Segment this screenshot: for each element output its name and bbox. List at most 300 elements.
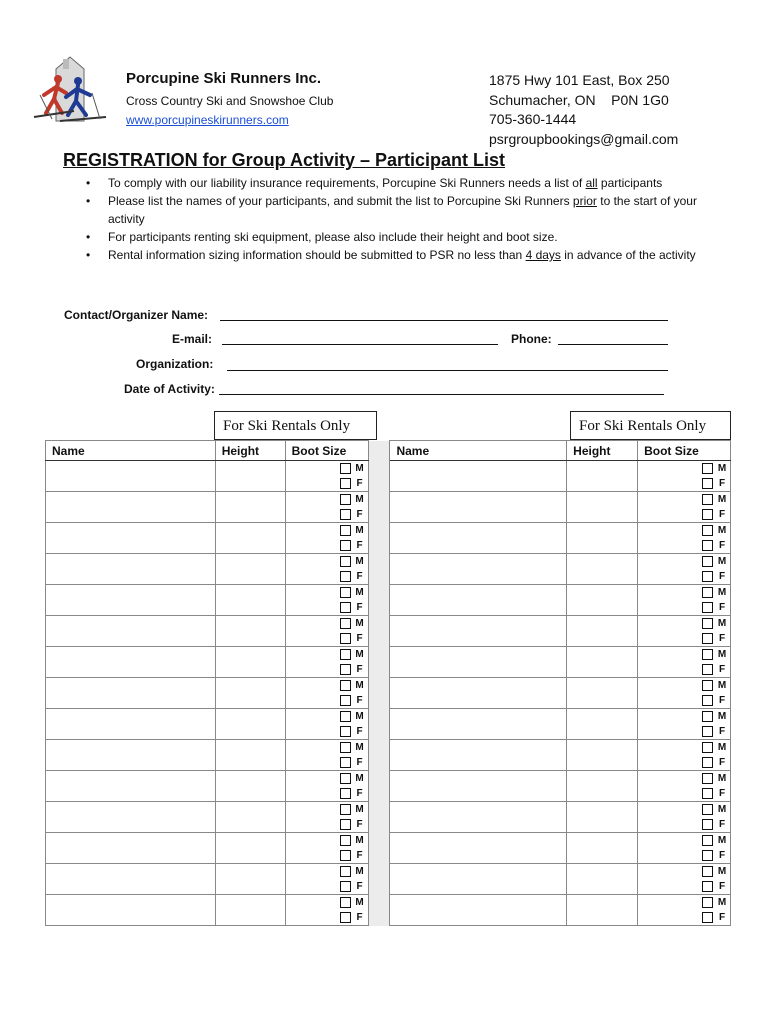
female-option xyxy=(286,507,368,522)
participant-height-cell[interactable] xyxy=(215,616,285,647)
female-option xyxy=(638,786,730,801)
email-field[interactable] xyxy=(222,344,498,345)
boot-size-cell xyxy=(638,833,731,864)
participant-height-cell[interactable] xyxy=(215,833,285,864)
male-checkbox[interactable] xyxy=(340,649,351,660)
female-checkbox[interactable] xyxy=(340,788,351,799)
male-label: M xyxy=(717,773,727,784)
male-label: M xyxy=(717,711,727,722)
instruction-item: • To comply with our liability insurance requirements, Porcupine Ski Runners needs a list of all participants xyxy=(86,176,663,190)
participant-name-cell[interactable] xyxy=(46,647,216,678)
male-checkbox[interactable] xyxy=(702,742,713,753)
male-label: M xyxy=(355,773,364,784)
participant-name-cell[interactable] xyxy=(46,802,216,833)
female-label: F xyxy=(356,664,363,675)
male-checkbox[interactable] xyxy=(340,680,351,691)
boot-size-cell xyxy=(285,709,368,740)
table-row xyxy=(46,585,731,616)
boot-size-cell xyxy=(638,461,731,492)
female-checkbox[interactable] xyxy=(702,695,713,706)
boot-size-cell xyxy=(638,616,731,647)
male-label: M xyxy=(717,649,727,660)
participant-height-cell[interactable] xyxy=(567,554,638,585)
male-label: M xyxy=(355,742,364,753)
participant-height-cell[interactable] xyxy=(215,523,285,554)
male-label: M xyxy=(355,618,364,629)
participant-name-cell[interactable] xyxy=(46,895,216,926)
participant-name-cell[interactable] xyxy=(390,461,567,492)
column-gap xyxy=(368,492,390,523)
female-option xyxy=(638,879,730,894)
male-option xyxy=(638,616,730,631)
male-checkbox[interactable] xyxy=(340,742,351,753)
participant-height-cell[interactable] xyxy=(215,554,285,585)
height-column-header: Height xyxy=(215,441,285,461)
male-checkbox[interactable] xyxy=(340,866,351,877)
female-option xyxy=(638,910,730,925)
female-option xyxy=(286,724,368,739)
male-checkbox[interactable] xyxy=(702,711,713,722)
participant-name-cell[interactable] xyxy=(390,678,567,709)
female-option xyxy=(286,631,368,646)
contact-label: Contact/Organizer Name: xyxy=(64,308,209,322)
page-title: REGISTRATION for Group Activity – Participant List xyxy=(63,150,506,170)
male-label: M xyxy=(717,742,727,753)
male-label: M xyxy=(717,587,727,598)
female-checkbox[interactable] xyxy=(340,571,351,582)
participant-name-cell[interactable] xyxy=(390,771,567,802)
website-link[interactable]: www.porcupineskirunners.com xyxy=(126,113,289,127)
male-option xyxy=(638,802,730,817)
email-address[interactable]: psrgroupbookings@gmail.com xyxy=(489,130,679,147)
column-gap xyxy=(368,895,390,926)
male-option xyxy=(638,771,730,786)
female-option xyxy=(638,662,730,677)
participant-height-cell[interactable] xyxy=(567,740,638,771)
female-checkbox[interactable] xyxy=(340,478,351,489)
female-checkbox[interactable] xyxy=(702,726,713,737)
male-label: M xyxy=(717,494,727,505)
org-subtitle: Cross Country Ski and Snowshoe Club xyxy=(126,94,334,108)
address-line-1: 1875 Hwy 101 East, Box 250 xyxy=(489,72,670,88)
participant-height-cell[interactable] xyxy=(215,864,285,895)
female-checkbox[interactable] xyxy=(702,540,713,551)
male-option xyxy=(286,461,368,476)
column-gap xyxy=(368,709,390,740)
table-row xyxy=(46,492,731,523)
female-checkbox[interactable] xyxy=(702,478,713,489)
female-label: F xyxy=(718,850,726,861)
female-label: F xyxy=(356,602,363,613)
participant-height-cell[interactable] xyxy=(567,709,638,740)
participant-name-cell[interactable] xyxy=(390,802,567,833)
female-label: F xyxy=(718,819,726,830)
table-row xyxy=(46,740,731,771)
column-gap xyxy=(368,616,390,647)
rentals-label-right: For Ski Rentals Only xyxy=(570,411,731,440)
female-option xyxy=(638,848,730,863)
female-option xyxy=(286,569,368,584)
female-checkbox[interactable] xyxy=(702,788,713,799)
participant-height-cell[interactable] xyxy=(215,740,285,771)
date-field[interactable] xyxy=(219,394,664,395)
male-checkbox[interactable] xyxy=(702,866,713,877)
participant-name-cell[interactable] xyxy=(46,709,216,740)
boot-size-cell xyxy=(285,554,368,585)
male-checkbox[interactable] xyxy=(702,897,713,908)
female-option xyxy=(286,755,368,770)
boot-size-cell xyxy=(285,461,368,492)
column-gap xyxy=(368,585,390,616)
female-option xyxy=(638,538,730,553)
male-label: M xyxy=(355,866,364,877)
male-option xyxy=(286,585,368,600)
female-option xyxy=(638,631,730,646)
phone-label: Phone: xyxy=(511,332,552,346)
female-checkbox[interactable] xyxy=(340,819,351,830)
participant-name-cell[interactable] xyxy=(390,709,567,740)
participant-name-cell[interactable] xyxy=(390,895,567,926)
table-row xyxy=(46,523,731,554)
participant-height-cell[interactable] xyxy=(215,678,285,709)
male-checkbox[interactable] xyxy=(702,804,713,815)
male-checkbox[interactable] xyxy=(340,711,351,722)
female-checkbox[interactable] xyxy=(340,850,351,861)
male-option xyxy=(638,833,730,848)
participant-name-cell[interactable] xyxy=(46,523,216,554)
female-label: F xyxy=(356,509,363,520)
female-label: F xyxy=(718,695,726,706)
male-checkbox[interactable] xyxy=(340,897,351,908)
female-checkbox[interactable] xyxy=(702,757,713,768)
participant-height-cell[interactable] xyxy=(215,585,285,616)
female-checkbox[interactable] xyxy=(340,633,351,644)
female-label: F xyxy=(356,726,363,737)
female-checkbox[interactable] xyxy=(340,912,351,923)
participant-height-cell[interactable] xyxy=(567,616,638,647)
boot-size-column-header: Boot Size xyxy=(638,441,731,461)
female-checkbox[interactable] xyxy=(702,881,713,892)
female-checkbox[interactable] xyxy=(702,571,713,582)
column-gap xyxy=(368,647,390,678)
participant-height-cell[interactable] xyxy=(215,492,285,523)
male-checkbox[interactable] xyxy=(340,463,351,474)
instruction-item: • For participants renting ski equipment, please also include their height and boot size. xyxy=(86,230,558,244)
female-checkbox[interactable] xyxy=(340,881,351,892)
male-option xyxy=(286,616,368,631)
boot-size-cell xyxy=(285,492,368,523)
instruction-item: • Rental information sizing information should be submitted to PSR no less than 4 days in advance of the activity xyxy=(86,248,696,262)
participant-name-cell[interactable] xyxy=(46,833,216,864)
phone-number: 705-360-1444 xyxy=(489,111,577,127)
male-option xyxy=(286,492,368,507)
table-header-row xyxy=(46,441,731,461)
female-label: F xyxy=(718,633,726,644)
phone-field[interactable] xyxy=(558,344,668,345)
participant-name-cell[interactable] xyxy=(390,864,567,895)
male-option xyxy=(286,523,368,538)
participant-height-cell[interactable] xyxy=(567,585,638,616)
female-label: F xyxy=(356,478,363,489)
participant-height-cell[interactable] xyxy=(567,802,638,833)
boot-size-cell xyxy=(638,678,731,709)
participant-name-cell[interactable] xyxy=(46,585,216,616)
female-option xyxy=(286,600,368,615)
male-label: M xyxy=(355,587,364,598)
female-label: F xyxy=(718,540,726,551)
name-column-header: Name xyxy=(390,441,567,461)
male-checkbox[interactable] xyxy=(702,556,713,567)
participant-height-cell[interactable] xyxy=(567,833,638,864)
male-checkbox[interactable] xyxy=(702,463,713,474)
male-label: M xyxy=(717,556,727,567)
male-option xyxy=(638,585,730,600)
male-option xyxy=(638,554,730,569)
male-label: M xyxy=(717,897,727,908)
male-option xyxy=(286,647,368,662)
female-label: F xyxy=(356,633,363,644)
male-checkbox[interactable] xyxy=(702,680,713,691)
boot-size-cell xyxy=(638,709,731,740)
participant-name-cell[interactable] xyxy=(390,585,567,616)
female-option xyxy=(286,538,368,553)
male-checkbox[interactable] xyxy=(702,525,713,536)
male-label: M xyxy=(355,649,364,660)
female-label: F xyxy=(718,881,726,892)
male-label: M xyxy=(355,897,364,908)
female-checkbox[interactable] xyxy=(340,540,351,551)
participant-name-cell[interactable] xyxy=(390,616,567,647)
male-label: M xyxy=(717,618,727,629)
female-option xyxy=(638,817,730,832)
male-checkbox[interactable] xyxy=(340,556,351,567)
table-row xyxy=(46,833,731,864)
male-checkbox[interactable] xyxy=(340,618,351,629)
male-option xyxy=(638,461,730,476)
female-checkbox[interactable] xyxy=(702,633,713,644)
column-gap xyxy=(368,740,390,771)
table-row xyxy=(46,678,731,709)
female-label: F xyxy=(356,788,363,799)
male-label: M xyxy=(717,463,727,474)
boot-size-cell xyxy=(285,833,368,864)
participant-name-cell[interactable] xyxy=(390,554,567,585)
participant-height-cell[interactable] xyxy=(215,771,285,802)
female-checkbox[interactable] xyxy=(702,850,713,861)
female-label: F xyxy=(356,912,363,923)
participant-name-cell[interactable] xyxy=(390,740,567,771)
male-option xyxy=(638,492,730,507)
male-checkbox[interactable] xyxy=(702,494,713,505)
male-checkbox[interactable] xyxy=(702,649,713,660)
participant-height-cell[interactable] xyxy=(215,709,285,740)
male-label: M xyxy=(717,680,727,691)
address-block xyxy=(489,71,678,149)
table-row xyxy=(46,771,731,802)
female-option xyxy=(286,817,368,832)
participant-name-cell[interactable] xyxy=(46,678,216,709)
male-label: M xyxy=(355,463,364,474)
participant-height-cell[interactable] xyxy=(215,895,285,926)
female-checkbox[interactable] xyxy=(702,912,713,923)
female-label: F xyxy=(718,726,726,737)
column-gap xyxy=(368,833,390,864)
male-option xyxy=(286,554,368,569)
participant-height-cell[interactable] xyxy=(567,647,638,678)
female-option xyxy=(286,476,368,491)
boot-size-cell xyxy=(638,523,731,554)
female-label: F xyxy=(356,695,363,706)
participant-name-cell[interactable] xyxy=(46,771,216,802)
boot-size-cell xyxy=(285,864,368,895)
female-checkbox[interactable] xyxy=(702,819,713,830)
rentals-label-left: For Ski Rentals Only xyxy=(214,411,377,440)
female-checkbox[interactable] xyxy=(340,726,351,737)
table-row xyxy=(46,802,731,833)
female-checkbox[interactable] xyxy=(340,757,351,768)
male-checkbox[interactable] xyxy=(702,618,713,629)
participant-name-cell[interactable] xyxy=(46,616,216,647)
female-option xyxy=(286,786,368,801)
boot-size-column-header: Boot Size xyxy=(285,441,368,461)
participant-height-cell[interactable] xyxy=(567,771,638,802)
male-checkbox[interactable] xyxy=(340,835,351,846)
organization-field[interactable] xyxy=(227,370,668,371)
male-option xyxy=(286,740,368,755)
female-option xyxy=(286,693,368,708)
female-label: F xyxy=(356,819,363,830)
female-checkbox[interactable] xyxy=(340,602,351,613)
male-checkbox[interactable] xyxy=(340,804,351,815)
female-label: F xyxy=(356,571,363,582)
table-row xyxy=(46,461,731,492)
female-option xyxy=(638,476,730,491)
table-row xyxy=(46,895,731,926)
male-checkbox[interactable] xyxy=(340,494,351,505)
column-gap xyxy=(368,771,390,802)
male-option xyxy=(286,833,368,848)
male-checkbox[interactable] xyxy=(702,835,713,846)
female-label: F xyxy=(356,850,363,861)
female-option xyxy=(638,600,730,615)
female-checkbox[interactable] xyxy=(340,664,351,675)
participant-height-cell[interactable] xyxy=(567,492,638,523)
female-checkbox[interactable] xyxy=(340,509,351,520)
participant-height-cell[interactable] xyxy=(215,461,285,492)
boot-size-cell xyxy=(638,864,731,895)
date-label: Date of Activity: xyxy=(124,382,215,396)
male-checkbox[interactable] xyxy=(340,587,351,598)
participant-height-cell[interactable] xyxy=(567,461,638,492)
boot-size-cell xyxy=(285,895,368,926)
male-label: M xyxy=(355,711,364,722)
male-option xyxy=(638,740,730,755)
male-label: M xyxy=(355,680,364,691)
address-line-2: Schumacher, ON P0N 1G0 xyxy=(489,91,669,108)
column-gap xyxy=(368,864,390,895)
boot-size-cell xyxy=(285,740,368,771)
boot-size-cell xyxy=(285,771,368,802)
column-gap xyxy=(368,441,390,461)
participant-name-cell[interactable] xyxy=(46,492,216,523)
boot-size-cell xyxy=(638,554,731,585)
male-label: M xyxy=(717,866,727,877)
female-label: F xyxy=(356,757,363,768)
male-checkbox[interactable] xyxy=(702,587,713,598)
participant-height-cell[interactable] xyxy=(567,523,638,554)
male-checkbox[interactable] xyxy=(340,525,351,536)
participant-height-cell[interactable] xyxy=(567,864,638,895)
male-label: M xyxy=(717,804,727,815)
female-checkbox[interactable] xyxy=(702,602,713,613)
male-label: M xyxy=(355,835,364,846)
participant-name-cell[interactable] xyxy=(46,461,216,492)
female-option xyxy=(286,910,368,925)
female-label: F xyxy=(718,912,726,923)
female-option xyxy=(638,724,730,739)
participant-name-cell[interactable] xyxy=(390,523,567,554)
participant-name-cell[interactable] xyxy=(390,647,567,678)
participant-name-cell[interactable] xyxy=(390,833,567,864)
boot-size-cell xyxy=(285,523,368,554)
participant-name-cell[interactable] xyxy=(390,492,567,523)
female-label: F xyxy=(718,664,726,675)
female-label: F xyxy=(718,478,726,489)
male-label: M xyxy=(355,525,364,536)
participant-height-cell[interactable] xyxy=(567,678,638,709)
female-checkbox[interactable] xyxy=(702,664,713,675)
female-option xyxy=(638,755,730,770)
boot-size-cell xyxy=(638,740,731,771)
instructions-list xyxy=(86,174,716,264)
male-checkbox[interactable] xyxy=(702,773,713,784)
male-option xyxy=(286,864,368,879)
female-label: F xyxy=(356,881,363,892)
participant-name-cell[interactable] xyxy=(46,864,216,895)
male-label: M xyxy=(355,804,364,815)
female-option xyxy=(638,507,730,522)
boot-size-cell xyxy=(285,802,368,833)
contact-field[interactable] xyxy=(220,320,668,321)
male-option xyxy=(638,895,730,910)
male-option xyxy=(286,678,368,693)
female-checkbox[interactable] xyxy=(340,695,351,706)
female-label: F xyxy=(718,757,726,768)
participant-name-cell[interactable] xyxy=(46,554,216,585)
boot-size-cell xyxy=(638,895,731,926)
table-row xyxy=(46,647,731,678)
participant-name-cell[interactable] xyxy=(46,740,216,771)
participant-height-cell[interactable] xyxy=(567,895,638,926)
female-checkbox[interactable] xyxy=(702,509,713,520)
female-option xyxy=(286,848,368,863)
participant-height-cell[interactable] xyxy=(215,647,285,678)
male-checkbox[interactable] xyxy=(340,773,351,784)
table-row xyxy=(46,709,731,740)
male-option xyxy=(638,678,730,693)
organization-label: Organization: xyxy=(136,357,214,371)
participant-height-cell[interactable] xyxy=(215,802,285,833)
male-label: M xyxy=(717,525,727,536)
boot-size-cell xyxy=(285,678,368,709)
club-logo xyxy=(30,55,110,130)
boot-size-cell xyxy=(638,647,731,678)
male-option xyxy=(286,802,368,817)
female-label: F xyxy=(718,602,726,613)
male-option xyxy=(638,523,730,538)
boot-size-cell xyxy=(638,492,731,523)
boot-size-cell xyxy=(638,802,731,833)
